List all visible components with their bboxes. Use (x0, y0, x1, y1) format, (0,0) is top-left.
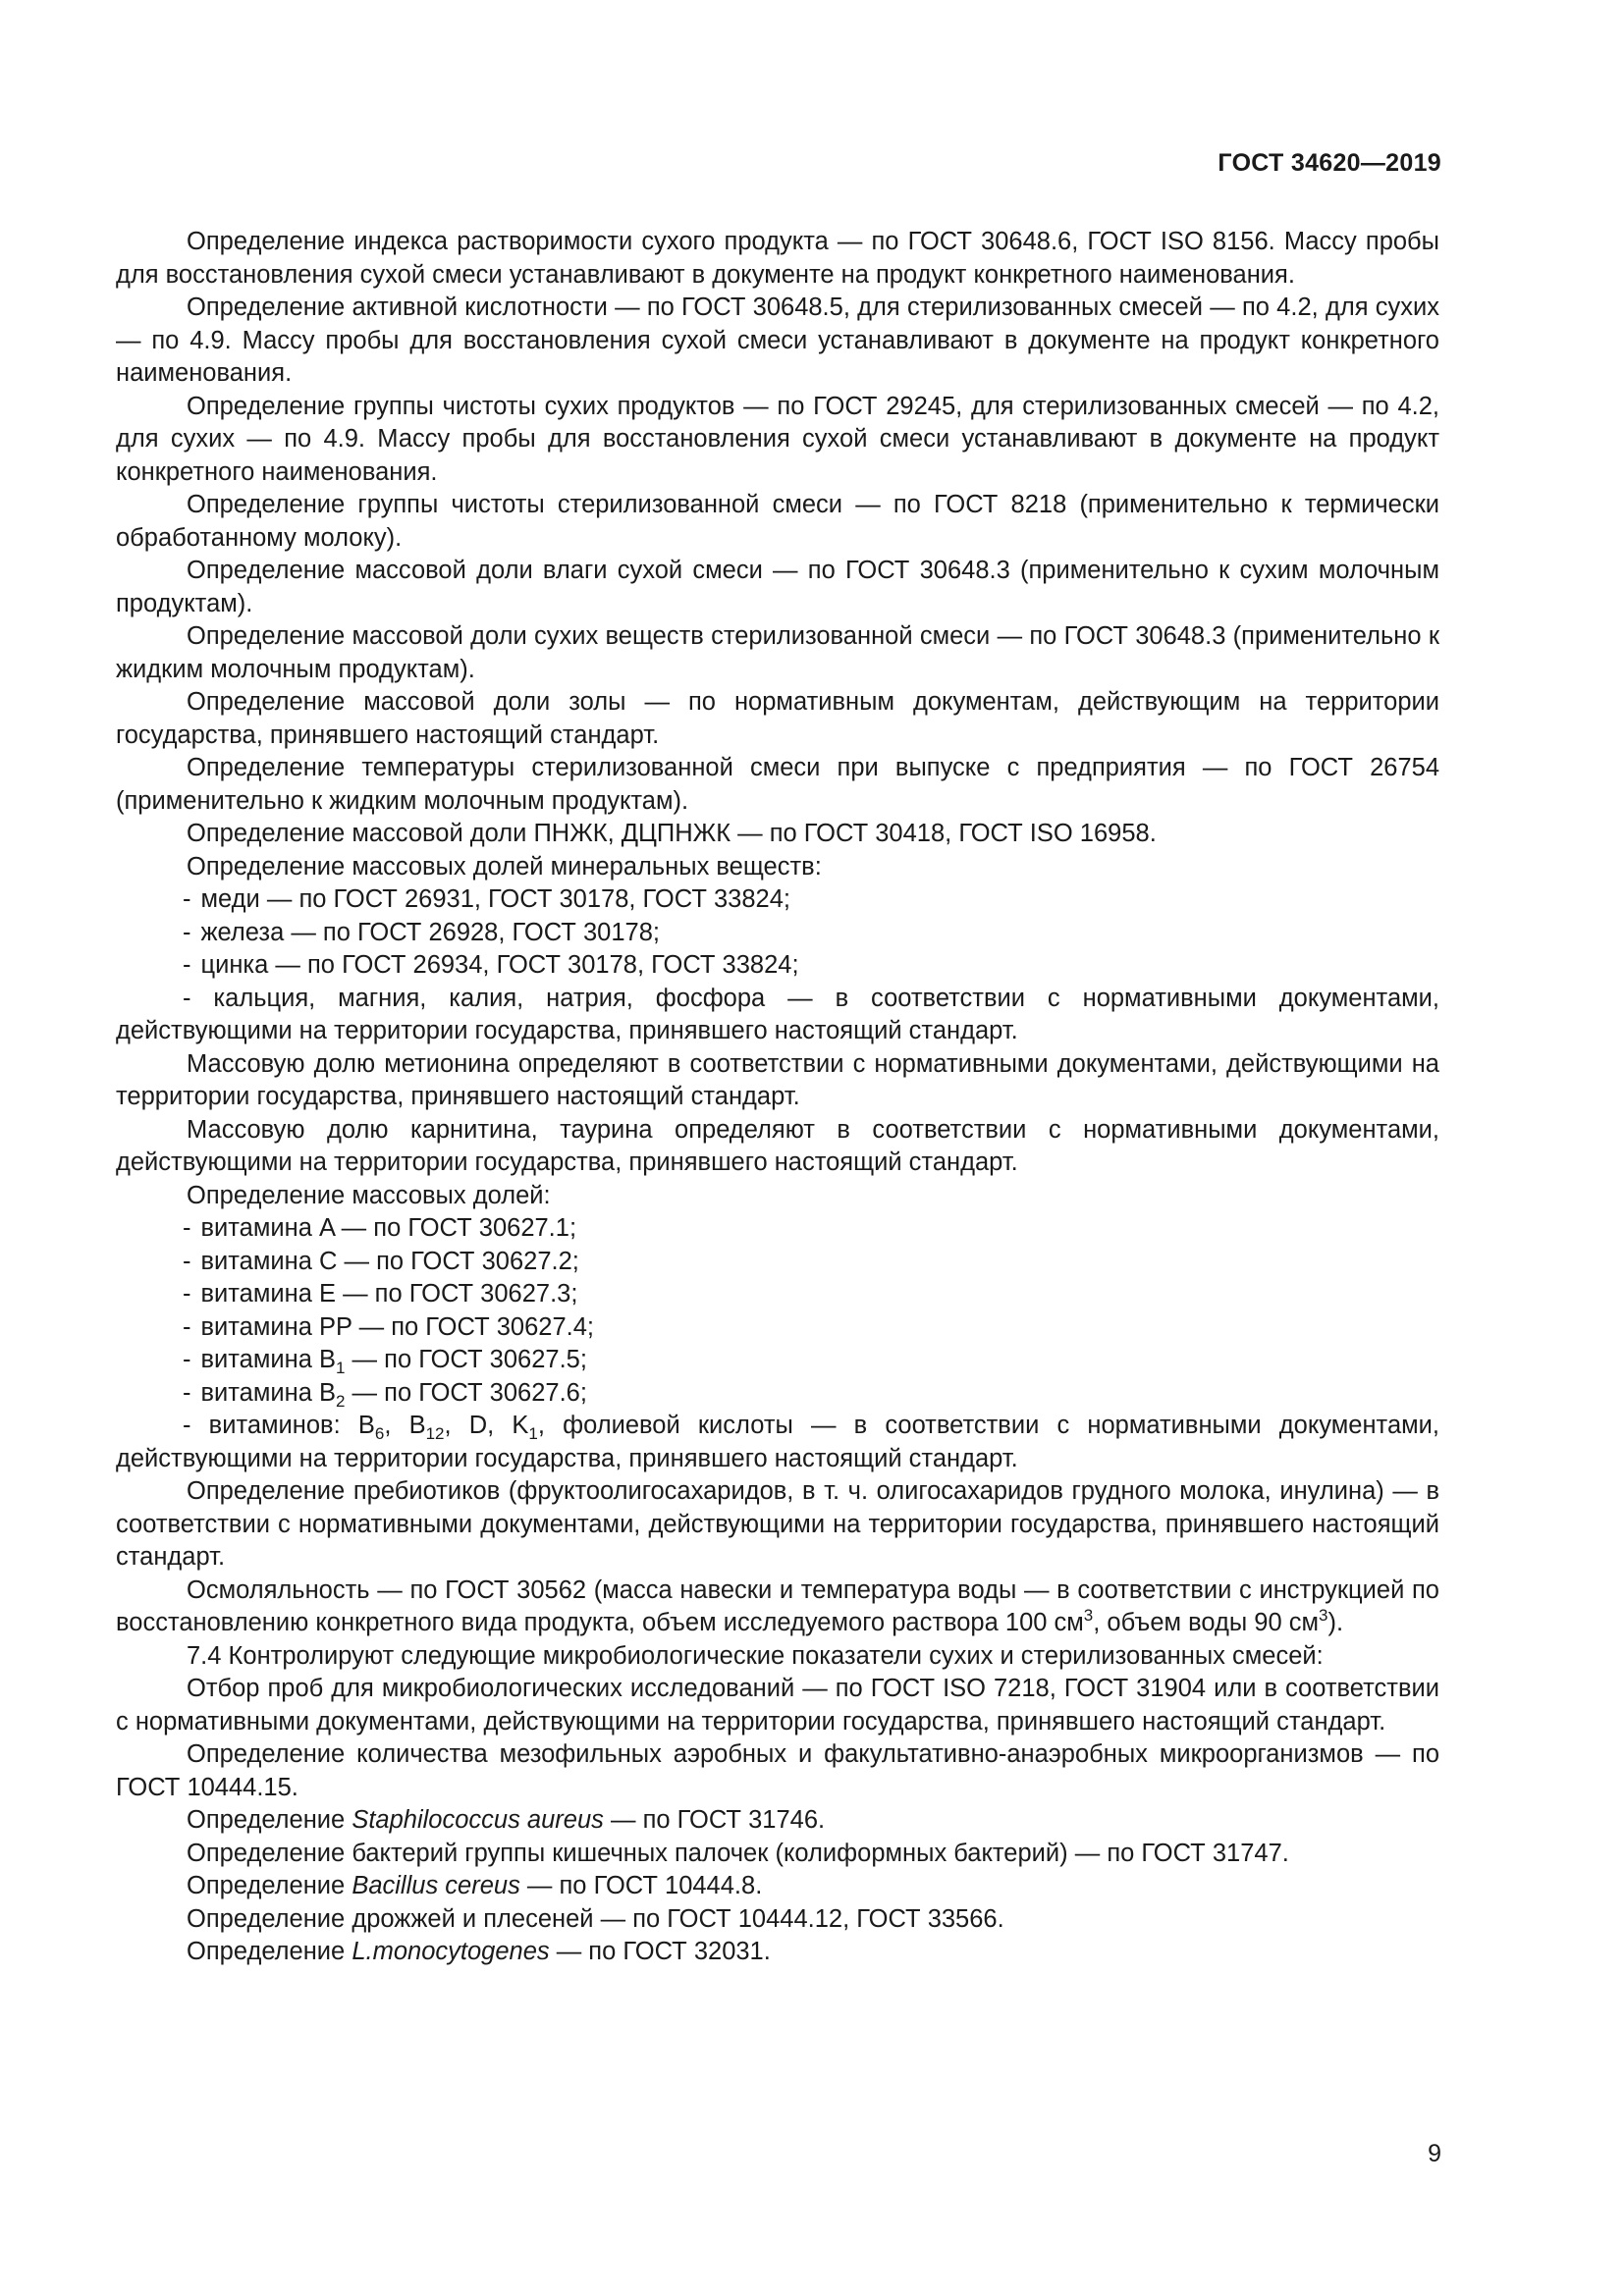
paragraph: Отбор проб для микробиологических исследований — по ГОСТ ISO 7218, ГОСТ 31904 или в соответствии с нормативными документами, действующими на территории государства, принявшего настоящий стандарт. (116, 1675, 1439, 1735)
organism-name: Bacillus cereus (352, 1872, 520, 1899)
list-item-text: — по ГОСТ 30627.5; (345, 1346, 587, 1373)
paragraph: Определение пребиотиков (фруктоолигосахаридов, в т. ч. олигосахаридов грудного молока, инулина) — в соответствии с нормативными документами, действующими на территории государства, принявшего настоящий стандарт. (116, 1477, 1439, 1571)
paragraph (116, 1870, 1439, 1903)
list-item-text: витамина C — по ГОСТ 30627.2; (200, 1247, 579, 1275)
paragraph: Определение количества мезофильных аэробных и факультативно-анаэробных микроорганизмов — по ГОСТ 10444.15. (116, 1740, 1439, 1801)
list-dash: - (183, 1312, 191, 1341)
subscript: 6 (374, 1424, 385, 1443)
list-item-text: витамина E — по ГОСТ 30627.3; (200, 1280, 578, 1308)
organism-name: L.monocytogenes (352, 1938, 550, 1965)
document-header: ГОСТ 34620—2019 (1218, 149, 1441, 177)
paragraph-text: ). (1327, 1609, 1344, 1636)
paragraph-text: — по ГОСТ 31746. (603, 1806, 826, 1834)
paragraph: Определение массовых долей минеральных веществ: (187, 852, 822, 881)
list-item-text: витамина B (200, 1346, 336, 1373)
paragraph-text: Определение (187, 1806, 352, 1834)
paragraph: Определение индекса растворимости сухого продукта — по ГОСТ 30648.6, ГОСТ ISO 8156. Массу пробы для восстановления сухой смеси устанавливают в документе на продукт конкретного наименования. (116, 228, 1439, 289)
list-dash: - (183, 1378, 191, 1407)
list-dash: - (183, 1247, 191, 1275)
list-item-text: , фолиевой кислоты — в соответствии с нормативными документами, действующими на территории государства, принявшего настоящий стандарт. (116, 1412, 1439, 1472)
superscript: 3 (1083, 1606, 1094, 1625)
list-item-text: витамина PP — по ГОСТ 30627.4; (200, 1312, 594, 1341)
list-dash: - (183, 1280, 191, 1308)
list-item-text: — по ГОСТ 30627.6; (345, 1378, 587, 1407)
list-dash: - (183, 1346, 191, 1373)
paragraph: Определение температуры стерилизованной смеси при выпуске с предприятия — по ГОСТ 26754 (применительно к жидким молочным продуктам). (116, 754, 1439, 815)
list-item-text: железа — по ГОСТ 26928, ГОСТ 30178; (200, 918, 660, 946)
paragraph: Определение массовой доли ПНЖК, ДЦПНЖК — по ГОСТ 30418, ГОСТ ISO 16958. (187, 820, 1157, 847)
list-item (116, 917, 1439, 950)
paragraph: Определение дрожжей и плесеней — по ГОСТ 10444.12, ГОСТ 33566. (187, 1904, 1004, 1933)
list-item (116, 1278, 1439, 1311)
list-item: - кальция, магния, калия, натрия, фосфора — в соответствии с нормативными документами, действующими на территории государства, принявшего настоящий стандарт. (116, 984, 1439, 1044)
subscript: 1 (336, 1359, 346, 1377)
list-item (116, 1311, 1439, 1345)
subscript: 1 (528, 1424, 538, 1443)
list-item-text: , B (384, 1412, 426, 1439)
list-item-text: витамина A — по ГОСТ 30627.1; (200, 1214, 577, 1242)
page-number: 9 (1428, 2140, 1441, 2167)
list-item (116, 1344, 1439, 1377)
list-item (116, 883, 1439, 917)
list-item (116, 1377, 1439, 1411)
section-paragraph: 7.4 Контролируют следующие микробиологические показатели сухих и стерилизованных смесей: (187, 1641, 1324, 1670)
list-dash: - (183, 918, 191, 946)
list-item (116, 1246, 1439, 1279)
list-item-text: , D, K (444, 1412, 529, 1439)
paragraph: Массовую долю метионина определяют в соответствии с нормативными документами, действующими на территории государства, принявшего настоящий стандарт. (116, 1049, 1439, 1110)
list-item (116, 949, 1439, 983)
list-item-text: - витаминов: B (183, 1412, 375, 1439)
paragraph-text: , объем воды 90 см (1093, 1609, 1320, 1636)
paragraph-text: Определение (187, 1938, 352, 1965)
subscript: 2 (336, 1391, 346, 1411)
paragraph: Определение группы чистоты сухих продуктов — по ГОСТ 29245, для стерилизованных смесей — по 4.2, для сухих — по 4.9. Массу пробы для восстановления сухой смеси устанавливают в документе на продукт конкретного наименования. (116, 392, 1439, 486)
list-item (116, 1212, 1439, 1246)
subscript: 12 (425, 1424, 445, 1443)
paragraph-text: — по ГОСТ 32031. (549, 1938, 771, 1965)
paragraph-text: Определение (187, 1872, 352, 1899)
list-item-text: меди — по ГОСТ 26931, ГОСТ 30178, ГОСТ 33824; (200, 885, 790, 913)
organism-name: Staphilococcus aureus (352, 1806, 604, 1834)
document-body (116, 226, 1439, 1969)
paragraph: Определение массовой доли влаги сухой смеси — по ГОСТ 30648.3 (применительно к сухим молочным продуктам). (116, 557, 1439, 617)
paragraph: Определение группы чистоты стерилизованной смеси — по ГОСТ 8218 (применительно к термически обработанному молоку). (116, 491, 1439, 552)
paragraph: Массовую долю карнитина, таурина определяют в соответствии с нормативными документами, действующими на территории государства, принявшего настоящий стандарт. (116, 1115, 1439, 1176)
list-item-text: цинка — по ГОСТ 26934, ГОСТ 30178, ГОСТ 33824; (200, 951, 799, 979)
paragraph (116, 1575, 1439, 1640)
paragraph (116, 1936, 1439, 1969)
paragraph: Определение массовых долей: (187, 1181, 551, 1209)
paragraph: Определение массовой доли сухих веществ стерилизованной смеси — по ГОСТ 30648.3 (применительно к жидким молочным продуктам). (116, 622, 1439, 683)
list-dash: - (183, 951, 191, 979)
superscript: 3 (1319, 1606, 1328, 1625)
paragraph (116, 1804, 1439, 1838)
paragraph-text: — по ГОСТ 10444.8. (519, 1872, 763, 1899)
paragraph: Определение массовой доли золы — по нормативным документам, действующим на территории государства, принявшего настоящий стандарт. (116, 688, 1439, 749)
paragraph: Определение активной кислотности — по ГОСТ 30648.5, для стерилизованных смесей — по 4.2, для сухих — по 4.9. Массу пробы для восстановления сухой смеси устанавливают в документе на продукт конкретного наименования. (116, 294, 1439, 387)
paragraph-text: Осмоляльность — по ГОСТ 30562 (масса навески и температура воды — в соответствии с инструкцией по восстановлению конкретного вида продукта, объем исследуемого раствора 100 см (116, 1575, 1439, 1636)
paragraph: Определение бактерий группы кишечных палочек (колиформных бактерий) — по ГОСТ 31747. (187, 1839, 1289, 1867)
list-dash: - (183, 885, 191, 913)
list-item-text: витамина B (200, 1378, 336, 1407)
list-item (116, 1410, 1439, 1475)
list-dash: - (183, 1214, 191, 1242)
